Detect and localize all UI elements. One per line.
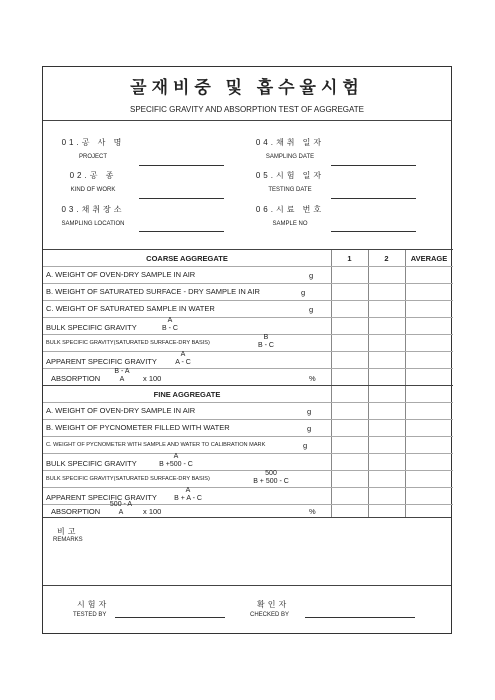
- table-row: A. WEIGHT OF OVEN-DRY SAMPLE IN AIR g: [43, 402, 453, 419]
- formula: A B + A - C: [174, 487, 202, 502]
- formula: 500 - A A: [109, 501, 133, 516]
- col2-header: 2: [384, 254, 389, 263]
- info-kind-of-work: 02.공 종 KIND OF WORK: [69, 171, 117, 193]
- table-row: BULK SPECIFIC GRAVITY A B - C: [43, 317, 453, 334]
- tested-by-label: 시험자: [77, 600, 110, 609]
- project-field[interactable]: [139, 165, 224, 166]
- formula: A B - C: [162, 317, 178, 332]
- sample-no-field[interactable]: [331, 231, 416, 232]
- formula: 500 B + 500 - C: [253, 470, 289, 485]
- divider: [43, 585, 451, 586]
- form-title: 골재비중 및 흡수율시험: [130, 78, 364, 97]
- table-row: BULK SPECIFIC GRAVITY(SATURATED SURFACE-DRY BASIS) 500 B + 500 - C: [43, 470, 453, 487]
- table-row: ABSORPTION B - A A x 100 %: [43, 368, 453, 385]
- coarse-header-row: [43, 249, 453, 266]
- sampling-location-field[interactable]: [139, 231, 224, 232]
- fine-header-row: [43, 385, 453, 402]
- fine-heading: FINE AGGREGATE: [153, 390, 221, 399]
- formula: B B - C: [258, 334, 274, 349]
- formula: B - A A: [114, 368, 130, 383]
- divider: [43, 120, 451, 121]
- info-project: 01.공 사 명 PROJECT: [61, 138, 125, 160]
- tested-by-label-en: TESTED BY: [73, 612, 107, 618]
- remarks-label-en: REMARKS: [53, 537, 83, 543]
- table-row: C. WEIGHT OF SATURATED SAMPLE IN WATER g: [43, 300, 453, 317]
- info-sampling-date: 04.채취 일자 SAMPLING DATE: [255, 138, 325, 160]
- tested-by-field[interactable]: [115, 617, 225, 618]
- info-sampling-location: 03.채취장소 SAMPLING LOCATION: [61, 205, 125, 227]
- checked-by-field[interactable]: [305, 617, 415, 618]
- table-row: BULK SPECIFIC GRAVITY(SATURATED SURFACE-DRY BASIS) B B - C: [43, 334, 453, 351]
- formula: A B +500 - C: [159, 453, 193, 468]
- table-row: APPARENT SPECIFIC GRAVITY A A - C: [43, 351, 453, 368]
- table-row: ABSORPTION 500 - A A x 100 %: [43, 504, 453, 517]
- checked-by-label-en: CHECKED BY: [250, 612, 290, 618]
- col1-header: 1: [347, 254, 352, 263]
- checked-by-label: 확인자: [257, 600, 290, 609]
- table-row: BULK SPECIFIC GRAVITY A B +500 - C: [43, 453, 453, 470]
- testing-date-field[interactable]: [331, 198, 416, 199]
- info-sample-no: 06.시료 번호 SAMPLE NO: [255, 205, 325, 227]
- table-row: APPARENT SPECIFIC GRAVITY A B + A - C: [43, 487, 453, 504]
- table-row: B. WEIGHT OF PYCNOMETER FILLED WITH WATER g: [43, 419, 453, 436]
- coarse-heading: COARSE AGGREGATE: [146, 254, 228, 263]
- form-frame: [42, 66, 452, 634]
- remarks-label: 비고: [57, 527, 79, 536]
- table-row: C. WEIGHT OF PYCNOMETER WITH SAMPLE AND WATER TO CALIBRATION MARK g: [43, 436, 453, 453]
- average-header: AVERAGE: [410, 254, 448, 263]
- form-subtitle: SPECIFIC GRAVITY AND ABSORPTION TEST OF AGGREGATE: [130, 105, 364, 114]
- table-bottom: [43, 517, 451, 518]
- info-testing-date: 05.시험 일자 TESTING DATE: [255, 171, 325, 193]
- sampling-date-field[interactable]: [331, 165, 416, 166]
- formula: A A - C: [175, 351, 191, 366]
- kind-of-work-field[interactable]: [139, 198, 224, 199]
- table-row: A. WEIGHT OF OVEN-DRY SAMPLE IN AIR g: [43, 266, 453, 283]
- table-row: B. WEIGHT OF SATURATED SURFACE - DRY SAMPLE IN AIR g: [43, 283, 453, 300]
